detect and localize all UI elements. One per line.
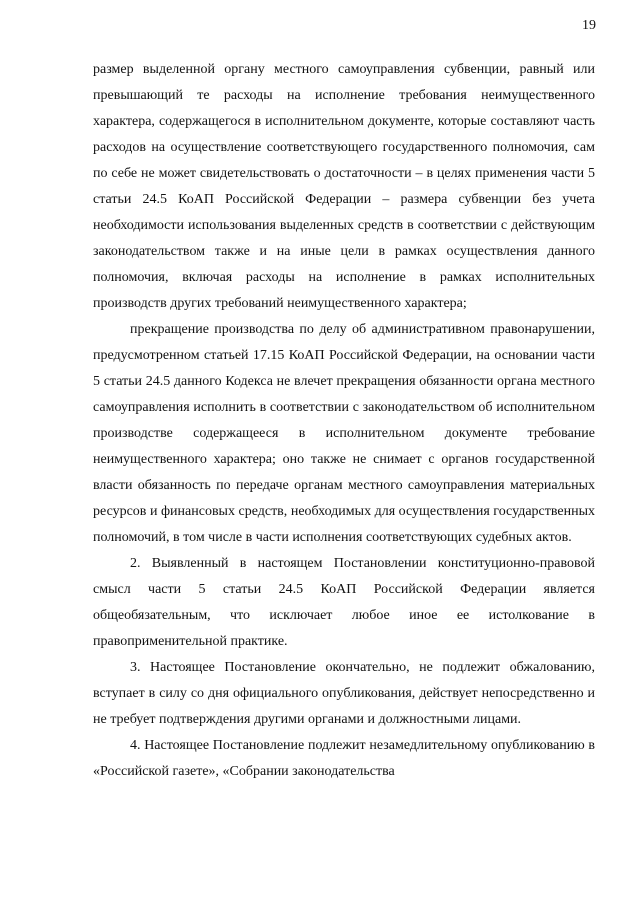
paragraph-item-3: 3. Настоящее Постановление окончательно, не подлежит обжалованию, вступает в силу со дня официального опубликования, действует непосредственно и не требует подтверждения другими органами и должностными лицами. <box>93 660 595 727</box>
paragraph-termination-of-proceedings: прекращение производства по делу об административном правонарушении, предусмотренном статьей 17.15 КоАП Российской Федерации, на основании части 5 статьи 24.5 данного Кодекса не влечет прекращения обязанности органа местного самоуправления исполнить в соответствии с законодательством об исполнительном производстве содержащееся в исполнительном документе требование неимущественного характера; оно также не снимает с органов государственной власти обязанность по передаче органам местного самоуправления материальных ресурсов и финансовых средств, необходимых для осуществления государственных полномочий, в том числе в части исполнения соответствующих судебных актов. <box>93 322 595 545</box>
document-body <box>93 57 595 785</box>
paragraph-item-2: 2. Выявленный в настоящем Постановлении конституционно-правовой смысл части 5 статьи 24.5 КоАП Российской Федерации является общеобязательным, что исключает любое иное ее истолкование в правоприменительной практике. <box>93 556 595 649</box>
paragraph-item-4: 4. Настоящее Постановление подлежит незамедлительному опубликованию в «Российской газете», «Собрании законодательства <box>93 738 595 779</box>
page-number: 19 <box>582 18 596 33</box>
paragraph-subvention-size: размер выделенной органу местного самоуправления субвенции, равный или превышающий те расходы на исполнение требования неимущественного характера, содержащегося в исполнительном документе, которые составляют часть расходов на осуществление соответствующего государственного полномочия, сам по себе не может свидетельствовать о достаточности – в целях применения части 5 статьи 24.5 КоАП Российской Федерации – размера субвенции без учета необходимости использования выделенных средств в соответствии с действующим законодательством также и на иные цели в рамках осуществления данного полномочия, включая расходы на исполнение в рамках исполнительных производств других требований неимущественного характера; <box>93 62 595 311</box>
